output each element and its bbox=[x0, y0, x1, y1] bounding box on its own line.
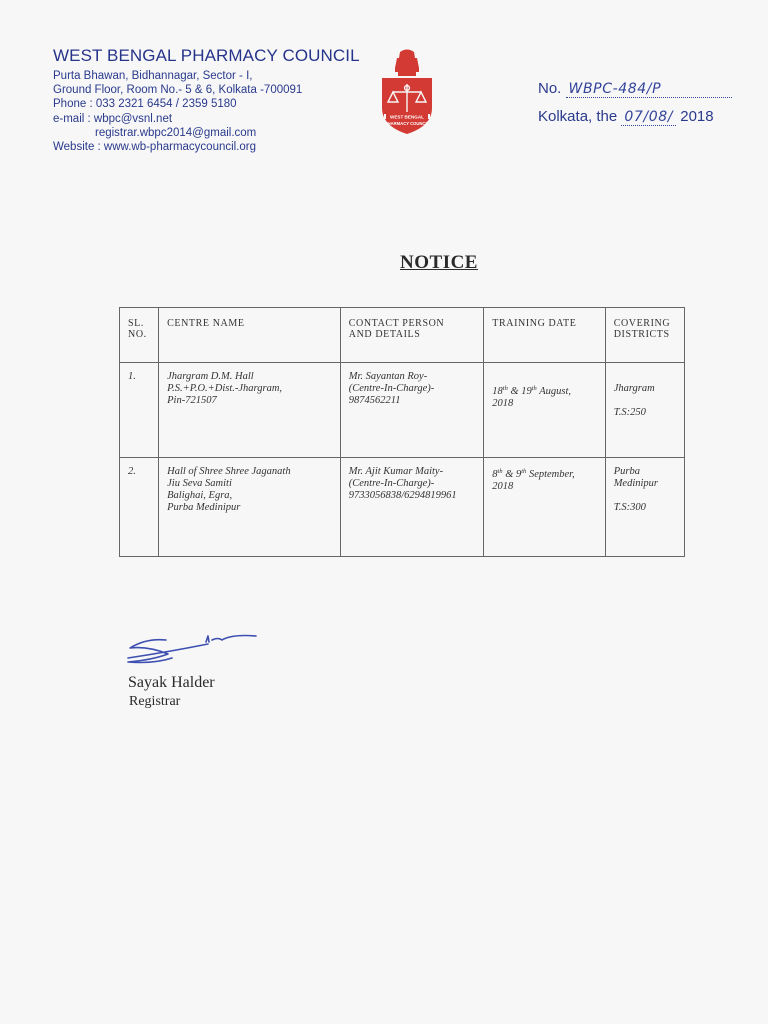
table-header-row bbox=[120, 308, 685, 363]
header-training-date: TRAINING DATE bbox=[484, 308, 605, 363]
address-line-2: Ground Floor, Room No.- 5 & 6, Kolkata -700091 bbox=[53, 84, 303, 97]
cell-contact: Mr. Ajit Kumar Maity- (Centre-In-Charge)- 9733056838/6294819961 bbox=[340, 458, 484, 557]
website: Website : www.wb-pharmacycouncil.org bbox=[53, 141, 257, 154]
trainee-seats: T.S:300 bbox=[613, 502, 646, 513]
header-centre-name: CENTRE NAME bbox=[159, 308, 341, 363]
signatory-designation: Registrar bbox=[129, 694, 181, 709]
emblem-text-top: WEST BENGAL bbox=[390, 114, 424, 120]
council-emblem-logo bbox=[378, 48, 436, 146]
cell-sl: 1. bbox=[120, 363, 159, 458]
reference-block bbox=[538, 80, 758, 136]
emblem-text-bottom: PHARMACY COUNCIL bbox=[384, 121, 430, 126]
header-covering-districts: COVERING DISTRICTS bbox=[605, 308, 684, 363]
reference-number-row bbox=[538, 80, 758, 108]
reference-number-value: WBPC-484/P bbox=[566, 81, 732, 98]
email-secondary: registrar.wbpc2014@gmail.com bbox=[95, 126, 257, 139]
table-row bbox=[120, 363, 685, 458]
cell-districts: Jhargram T.S:250 bbox=[605, 363, 684, 458]
signature-image bbox=[124, 628, 264, 670]
date-row bbox=[538, 108, 758, 136]
trainee-seats: T.S:250 bbox=[613, 407, 646, 418]
cell-training-date: 8th & 9th September, 2018 bbox=[484, 458, 605, 557]
cell-training-date: 18th & 19th August, 2018 bbox=[484, 363, 605, 458]
date-value: 07/08/ bbox=[621, 109, 676, 126]
cell-districts: Purba Medinipur T.S:300 bbox=[605, 458, 684, 557]
reference-number-label: No. bbox=[538, 80, 562, 97]
email-primary: e-mail : wbpc@vsnl.net bbox=[53, 112, 173, 125]
date-year: 2018 bbox=[680, 108, 714, 125]
table-row bbox=[120, 458, 685, 557]
training-centres-table bbox=[119, 307, 685, 557]
letterhead bbox=[53, 46, 373, 154]
cell-centre: Hall of Shree Shree Jaganath Jiu Seva Samiti Balighai, Egra, Purba Medinipur bbox=[159, 458, 341, 557]
header-contact: CONTACT PERSON AND DETAILS bbox=[340, 308, 484, 363]
header-sl-no: SL. NO. bbox=[120, 308, 159, 363]
date-place-label: Kolkata, the bbox=[538, 108, 618, 125]
notice-title: NOTICE bbox=[400, 252, 478, 273]
phone-numbers: Phone : 033 2321 6454 / 2359 5180 bbox=[53, 98, 237, 111]
address-line-1: Purta Bhawan, Bidhannagar, Sector - I, bbox=[53, 70, 253, 82]
signatory-name: Sayak Halder bbox=[128, 674, 215, 691]
cell-centre: Jhargram D.M. Hall P.S.+P.O.+Dist.-Jhargram, Pin-721507 bbox=[159, 363, 341, 458]
cell-sl: 2. bbox=[120, 458, 159, 557]
cell-contact: Mr. Sayantan Roy- (Centre-In-Charge)- 9874562211 bbox=[340, 363, 484, 458]
organization-name: WEST BENGAL PHARMACY COUNCIL bbox=[53, 46, 360, 65]
